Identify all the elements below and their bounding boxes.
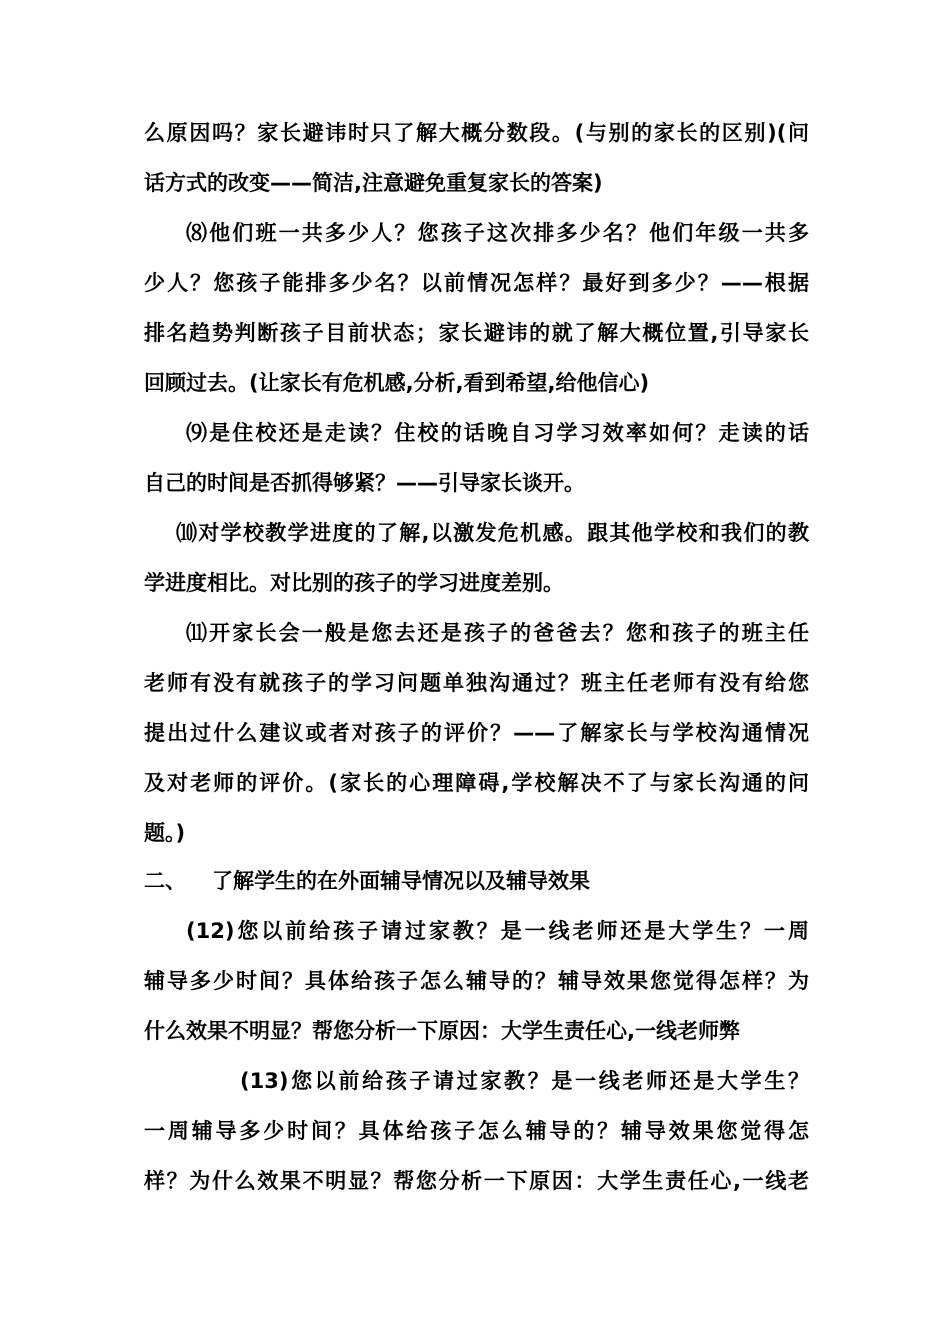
paragraph-line: ⑽对学校教学进度的了解,以激发危机感。跟其他学校和我们的教 — [176, 521, 809, 545]
paragraph-line: 回顾过去。(让家长有危机感,分析,看到希望,给他信心) — [144, 371, 650, 395]
paragraph-line: (12)您以前给孩子请过家教？是一线老师还是大学生？一周 — [186, 919, 809, 943]
section-heading — [144, 866, 809, 896]
paragraph-line: 么原因吗？家长避讳时只了解大概分数段。(与别的家长的区别)(问 — [144, 121, 809, 145]
paragraph-line: 老师有没有就孩子的学习问题单独沟通过？班主任老师有没有给您 — [144, 671, 809, 695]
section-title: 了解学生的在外面辅导情况以及辅导效果 — [212, 869, 590, 893]
paragraph-line: 题。) — [144, 821, 186, 845]
paragraph-line: 排名趋势判断孩子目前状态；家长避讳的就了解大概位置,引导家长 — [144, 321, 809, 345]
paragraph-line: 自己的时间是否抓得够紧？——引导家长谈开。 — [144, 471, 585, 495]
paragraph-line: ⑻他们班一共多少人？您孩子这次排多少名？他们年级一共多 — [186, 221, 809, 245]
paragraph-line: 一周辅导多少时间？具体给孩子怎么辅导的？辅导效果您觉得怎 — [144, 1119, 809, 1143]
paragraph-line: (13)您以前给孩子请过家教？是一线老师还是大学生？ — [240, 1069, 809, 1093]
paragraph-line: 学进度相比。对比别的孩子的学习进度差别。 — [144, 571, 564, 595]
paragraph-line: 什么效果不明显？帮您分析一下原因：大学生责任心,一线老师弊 — [144, 1019, 740, 1043]
section-number: 二、 — [144, 869, 186, 893]
paragraph-line: ⑾开家长会一般是您去还是孩子的爸爸去？您和孩子的班主任 — [186, 621, 809, 645]
paragraph-line: 少人？您孩子能排多少名？以前情况怎样？最好到多少？——根据 — [144, 271, 809, 295]
paragraph-line: 及对老师的评价。(家长的心理障碍,学校解决不了与家长沟通的问 — [144, 771, 809, 795]
paragraph-line: 样？为什么效果不明显？帮您分析一下原因：大学生责任心,一线老 — [144, 1169, 809, 1193]
paragraph-line: 提出过什么建议或者对孩子的评价？——了解家长与学校沟通情况 — [144, 721, 809, 745]
paragraph-line: ⑼是住校还是走读？住校的话晚自习学习效率如何？走读的话 — [186, 421, 809, 445]
paragraph-line: 辅导多少时间？具体给孩子怎么辅导的？辅导效果您觉得怎样？为 — [144, 969, 809, 993]
paragraph-line: 话方式的改变——简洁,注意避免重复家长的答案) — [144, 171, 603, 195]
